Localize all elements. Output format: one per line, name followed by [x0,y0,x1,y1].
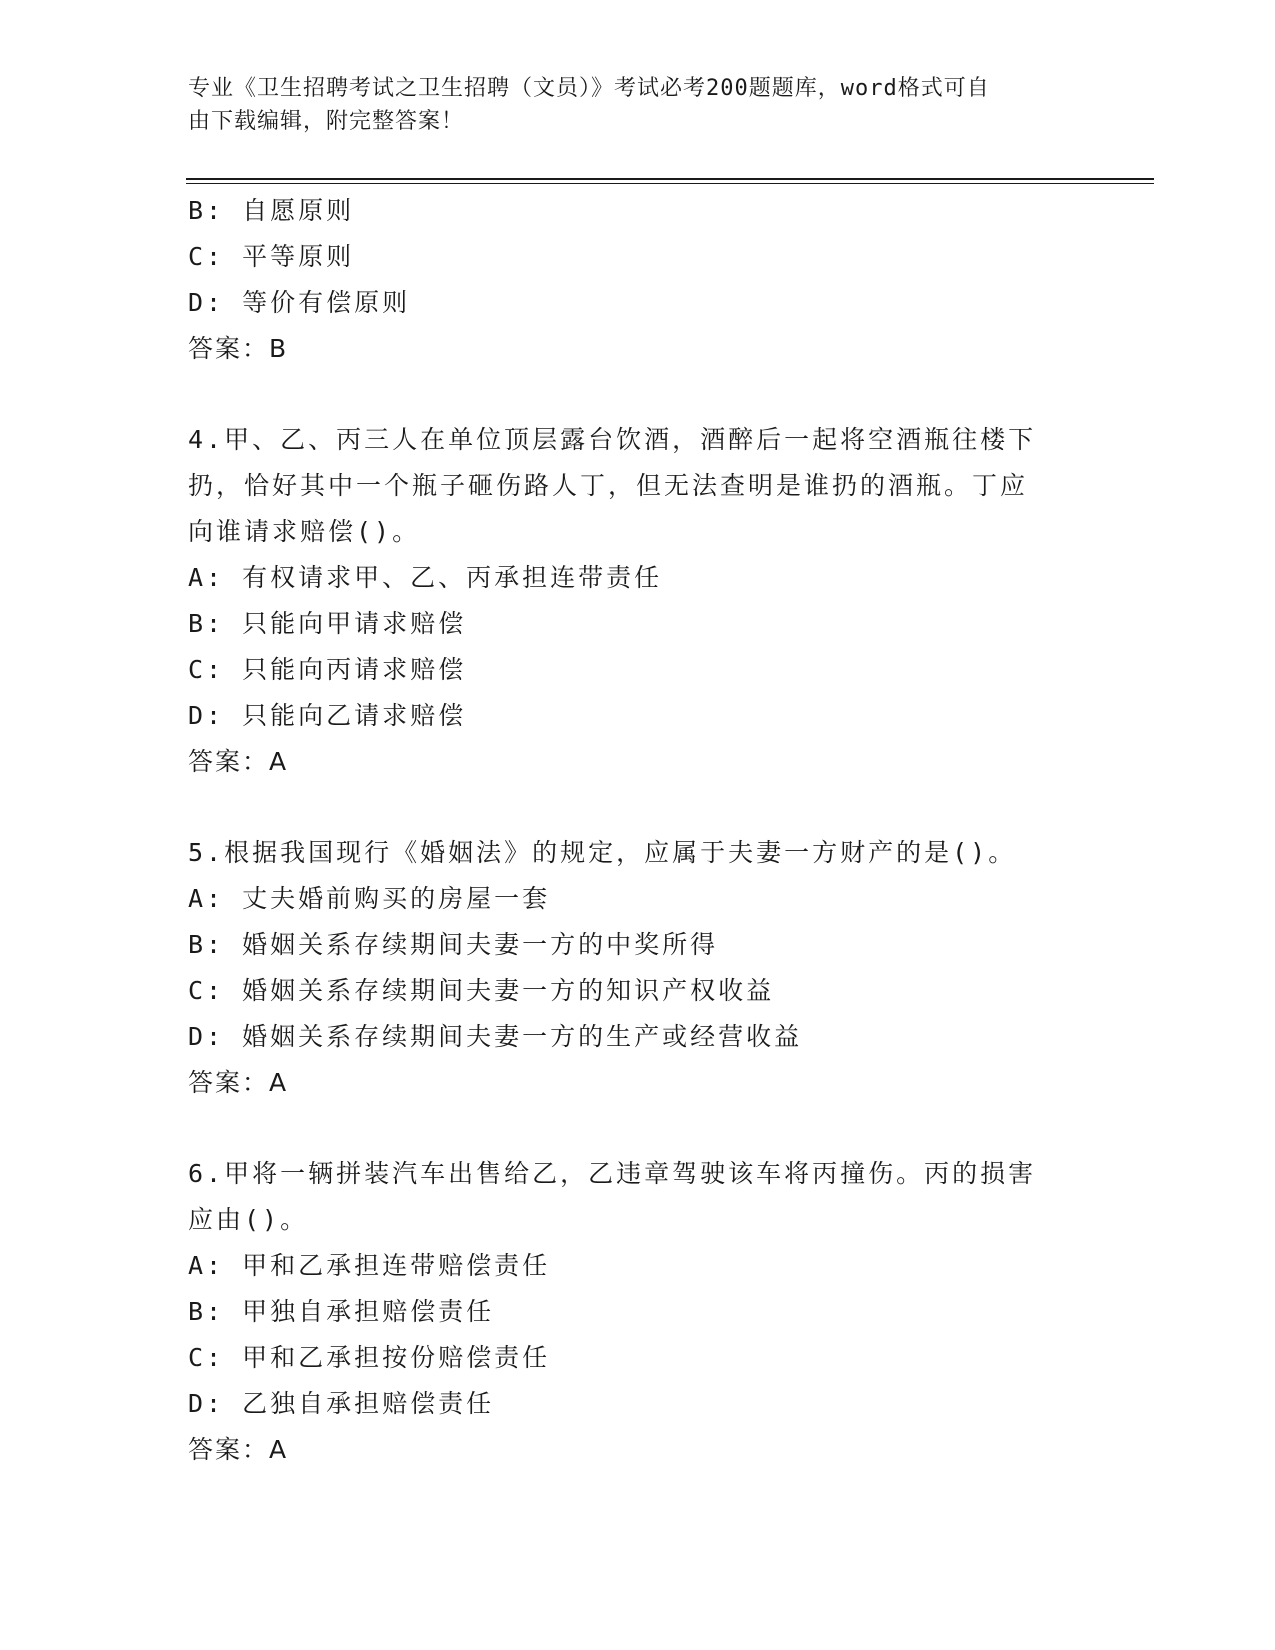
option-c: C: 平等原则 [188,242,355,271]
question-stem-line: 向谁请求赔偿()。 [188,517,421,546]
question-6 [188,1151,1068,1473]
question-stem-line: 扔，恰好其中一个瓶子砸伤路人丁，但无法查明是谁扔的酒瓶。丁应 [188,471,1029,500]
question-5 [188,830,1068,1106]
document-body [188,188,1068,1473]
option-b: B: 甲独自承担赔偿责任 [188,1297,495,1326]
answer-line: 答案：B [188,334,289,363]
answer-line: 答案：A [188,747,289,776]
header-divider-thick [186,178,1154,180]
answer-line: 答案：A [188,1435,289,1464]
option-a: A: 甲和乙承担连带赔偿责任 [188,1251,551,1280]
option-c: C: 只能向丙请求赔偿 [188,655,467,684]
option-c: C: 婚姻关系存续期间夫妻一方的知识产权收益 [188,976,775,1005]
option-d: D: 婚姻关系存续期间夫妻一方的生产或经营收益 [188,1022,803,1051]
page-header [188,72,1068,138]
option-b: B: 婚姻关系存续期间夫妻一方的中奖所得 [188,930,719,959]
option-c: C: 甲和乙承担按份赔偿责任 [188,1343,551,1372]
header-line-2: 由下载编辑，附完整答案！ [188,109,465,134]
option-d: D: 只能向乙请求赔偿 [188,701,467,730]
question-stem-line: 4.甲、乙、丙三人在单位顶层露台饮酒，酒醉后一起将空酒瓶往楼下 [188,425,1037,454]
option-a: A: 丈夫婚前购买的房屋一套 [188,884,551,913]
question-stem-line: 应由()。 [188,1205,309,1234]
option-d: D: 乙独自承担赔偿责任 [188,1389,495,1418]
header-divider-thin [186,183,1154,184]
spacer [188,372,1068,417]
spacer [188,785,1068,830]
header-line-1: 专业《卫生招聘考试之卫生招聘（文员）》考试必考200题题库，word格式可自 [188,76,990,101]
option-b: B: 只能向甲请求赔偿 [188,609,467,638]
option-b: B: 自愿原则 [188,196,355,225]
question-3-partial [188,188,1068,372]
question-stem-line: 5.根据我国现行《婚姻法》的规定，应属于夫妻一方财产的是()。 [188,838,1017,867]
option-a: A: 有权请求甲、乙、丙承担连带责任 [188,563,663,592]
question-4 [188,417,1068,785]
question-stem-line: 6.甲将一辆拼装汽车出售给乙，乙违章驾驶该车将丙撞伤。丙的损害 [188,1159,1037,1188]
answer-line: 答案：A [188,1068,289,1097]
option-d: D: 等价有偿原则 [188,288,411,317]
spacer [188,1106,1068,1151]
